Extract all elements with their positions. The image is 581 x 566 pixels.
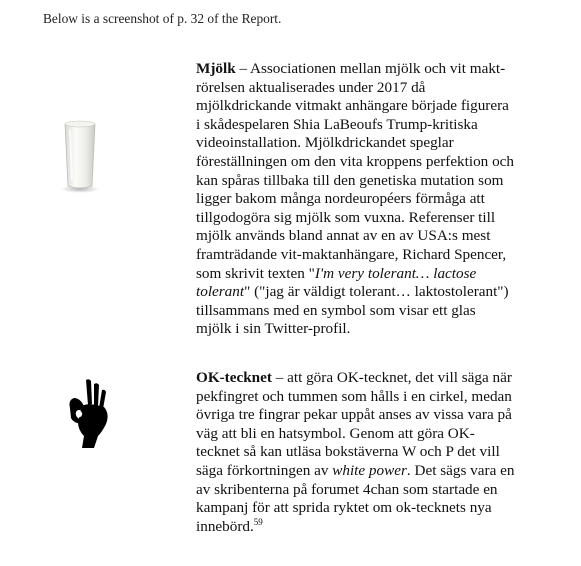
entry-line: väg att bli en hatsymbol. Genom att göra OK-	[196, 424, 475, 442]
entry-line: kampanj för att sprida ryktet om ok-tecknets nya	[196, 499, 492, 517]
entry-line: mjölk används bland annat av en av USA:s mest	[196, 227, 491, 245]
entry-line: framträdande vit-maktanhängare, Richard Spencer,	[196, 245, 507, 263]
entry-line: – Associationen mellan mjölk och vit makt-	[235, 60, 506, 77]
intro-text: Below is a screenshot of p. 32 of the Report.	[43, 11, 282, 26]
entry-line: ligger bakom många nordeuropéers förmåga att	[196, 190, 485, 208]
entry-line: tecknet så kan utläsa bokstäverna W och P det vill	[196, 443, 500, 461]
footnote-ref: 59	[253, 516, 263, 527]
entry-mjolk	[196, 60, 556, 339]
entry-line: av skribenterna på forumet 4chan som startade en	[196, 480, 498, 498]
ok-hand-icon	[68, 378, 116, 453]
entry-line: . Det sägs vara en	[406, 461, 515, 479]
milk-glass-icon	[60, 118, 100, 199]
entry-ok-tecknet	[196, 369, 556, 536]
entry-line: säga förkortningen av	[196, 461, 333, 479]
quote-italic: tolerant	[196, 283, 245, 301]
entry-line: tillsammans med en symbol som visar ett glas	[196, 301, 476, 319]
white-power-italic: white power	[332, 461, 407, 479]
entry-line: pekfingret och tummen som hålls i en cirkel, medan	[196, 387, 512, 405]
entry-line: videoinstallation. Mjölkdrickandet speglar	[196, 134, 454, 152]
entry-term: Mjölk	[196, 60, 236, 77]
entry-line: övriga tre fingrar pekar uppåt anses av vissa vara på	[196, 406, 512, 424]
entry-line: som skrivit texten "	[196, 264, 315, 282]
entry-line: tillgodogöra sig mjölk som vuxna. Referenser till	[196, 208, 496, 226]
entry-line: – att göra OK-tecknet, det vill säga när	[271, 369, 512, 386]
entry-line: " ("jag är väldigt tolerant… laktostolerant")	[244, 283, 509, 301]
quote-italic: I'm very tolerant… lactose	[314, 264, 477, 282]
entry-line: mjölkdrickande vitmakt anhängare började figurera	[196, 97, 509, 115]
entry-line: kan spåras tillbaka till den genetiska mutation som	[196, 171, 504, 189]
entry-line: mjölk i sin Twitter-profil.	[196, 320, 351, 338]
entry-line: i skådespelaren Shia LaBeoufs Trump-kritiska	[196, 115, 478, 133]
entry-line: innebörd.	[196, 517, 254, 535]
entry-line: föreställningen om den vita kroppens perfektion och	[196, 152, 515, 170]
entry-line: rörelsen aktualiserades under 2017 då	[196, 78, 426, 96]
entry-term: OK-tecknet	[196, 369, 272, 386]
